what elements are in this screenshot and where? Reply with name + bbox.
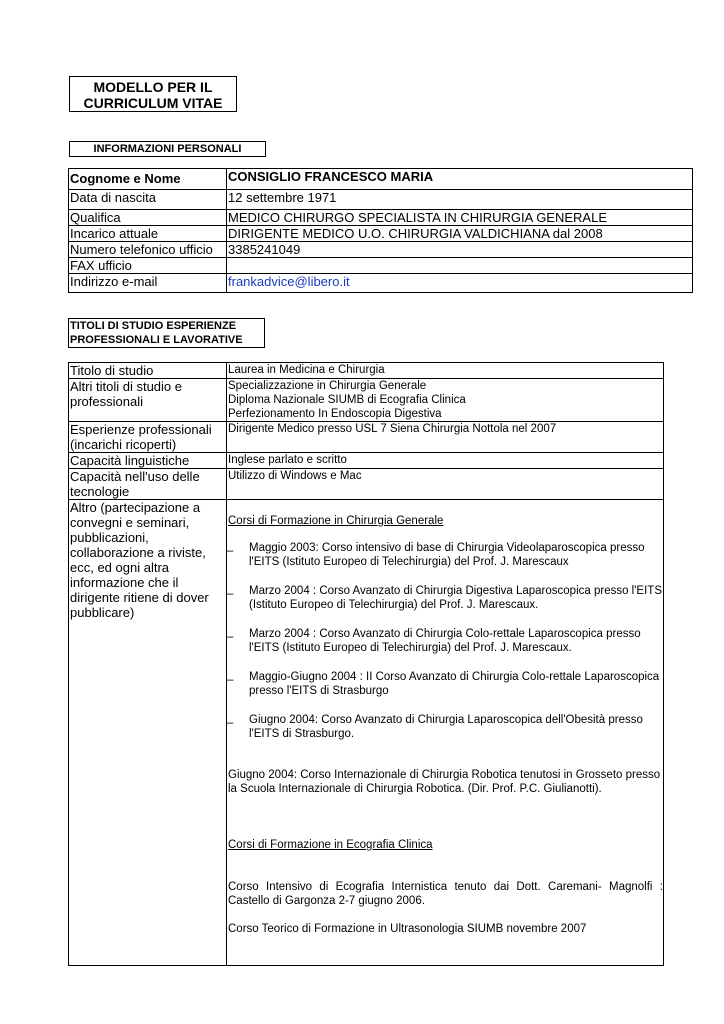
document-title bbox=[69, 76, 237, 112]
section-studies-heading-line2: PROFESSIONALI E LAVORATIVE bbox=[70, 334, 243, 346]
course-text: Giugno 2004: Corso Avanzato di Chirurgia Laparoscopica dell'Obesità presso l'EITS di Strasburgo. bbox=[249, 714, 643, 740]
dash-bullet-icon: – bbox=[227, 631, 234, 643]
table-row bbox=[69, 258, 693, 274]
table-row bbox=[69, 453, 664, 469]
list-item: Specializzazione in Chirurgia Generale bbox=[228, 380, 427, 392]
technology-label: Capacità nell'uso delle tecnologie bbox=[69, 469, 227, 500]
other-info-label: Altro (partecipazione a convegni e seminari, pubblicazioni, collaborazione a riviste, ecc, ed ogni altra informazione che il dirigente ritiene di dover pubblicare) bbox=[69, 500, 227, 966]
table-row bbox=[69, 274, 693, 293]
table-row bbox=[69, 500, 664, 966]
courses-ultrasound-heading: Corsi di Formazione in Ecografia Clinica bbox=[228, 839, 433, 851]
table-row bbox=[69, 169, 693, 190]
list-item: Diploma Nazionale SIUMB di Ecografia Clinica bbox=[228, 394, 466, 406]
degree-label: Titolo di studio bbox=[69, 363, 227, 379]
current-role-label: Incarico attuale bbox=[69, 226, 227, 242]
list-item bbox=[228, 584, 663, 612]
birth-label: Data di nascita bbox=[69, 190, 227, 210]
course-text: Maggio 2003: Corso intensivo di base di Chirurgia Videolaparoscopica presso l'EITS (Istituto Europeo di Telechirurgia) del Prof. J. Marescaux bbox=[249, 542, 645, 568]
birth-value: 12 settembre 1971 bbox=[227, 190, 693, 210]
table-row bbox=[69, 190, 693, 210]
languages-label: Capacità linguistiche bbox=[69, 453, 227, 469]
section-personal-info-heading: INFORMAZIONI PERSONALI bbox=[69, 141, 266, 157]
phone-label: Numero telefonico ufficio bbox=[69, 242, 227, 258]
technology-value: Utilizzo di Windows e Mac bbox=[227, 469, 664, 500]
robotic-course: Giugno 2004: Corso Internazionale di Chirurgia Robotica tenutosi in Grosseto presso la Scuola Internazionale di Chirurgia Robotica. (Dir. Prof. P.C. Giulianotti). bbox=[228, 769, 661, 795]
course-text: Maggio-Giugno 2004 : II Corso Avanzato di Chirurgia Colo-rettale Laparoscopica presso l'EITS di Strasburgo bbox=[249, 671, 660, 697]
table-row bbox=[69, 469, 664, 500]
email-link[interactable]: frankadvice@libero.it bbox=[227, 274, 693, 293]
document-title-line2: CURRICULUM VITAE bbox=[83, 95, 223, 111]
document-title-line1: MODELLO PER IL bbox=[93, 79, 213, 95]
studies-table bbox=[68, 362, 664, 966]
courses-surgery-heading: Corsi di Formazione in Chirurgia Generale bbox=[228, 515, 444, 527]
languages-value: Inglese parlato e scritto bbox=[227, 453, 664, 469]
fax-value bbox=[227, 258, 693, 274]
ultrasound-course-2: Corso Teorico di Formazione in Ultrasonologia SIUMB novembre 2007 bbox=[228, 923, 587, 935]
experience-value: Dirigente Medico presso USL 7 Siena Chirurgia Nottola nel 2007 bbox=[227, 422, 664, 453]
table-row bbox=[69, 226, 693, 242]
table-row bbox=[69, 242, 693, 258]
degree-value: Laurea in Medicina e Chirurgia bbox=[227, 363, 664, 379]
dash-bullet-icon: – bbox=[227, 674, 234, 686]
other-titles-label: Altri titoli di studio e professionali bbox=[69, 379, 227, 422]
other-titles-value bbox=[227, 379, 664, 422]
qualification-label: Qualifica bbox=[69, 210, 227, 226]
phone-value: 3385241049 bbox=[227, 242, 693, 258]
other-info-value bbox=[227, 500, 664, 966]
list-item bbox=[228, 541, 663, 569]
section-studies-heading-line1: TITOLI DI STUDIO ESPERIENZE bbox=[70, 320, 237, 332]
list-item bbox=[228, 627, 663, 655]
table-row bbox=[69, 210, 693, 226]
dash-bullet-icon: – bbox=[227, 545, 234, 557]
email-label: Indirizzo e-mail bbox=[69, 274, 227, 293]
course-text: Marzo 2004 : Corso Avanzato di Chirurgia Digestiva Laparoscopica presso l'EITS (Istituto Europeo di Telechirurgia) del Prof. J. Marescaux. bbox=[249, 585, 662, 611]
table-row bbox=[69, 379, 664, 422]
fax-label: FAX ufficio bbox=[69, 258, 227, 274]
table-row bbox=[69, 363, 664, 379]
course-text: Marzo 2004 : Corso Avanzato di Chirurgia Colo-rettale Laparoscopica presso l'EITS (Istituto Europeo di Telechirurgia) del Prof. J. Marescaux. bbox=[249, 628, 641, 654]
ultrasound-course-1: Corso Intensivo di Ecografia Internistica tenuto dai Dott. Caremani- Magnolfi : Castello di Gargonza 2-7 giugno 2006. bbox=[228, 881, 663, 907]
table-row bbox=[69, 422, 664, 453]
name-label: Cognome e Nome bbox=[69, 169, 227, 190]
qualification-value: MEDICO CHIRURGO SPECIALISTA IN CHIRURGIA GENERALE bbox=[227, 210, 693, 226]
section-studies-heading bbox=[68, 318, 265, 348]
name-value: CONSIGLIO FRANCESCO MARIA bbox=[227, 169, 693, 190]
current-role-value: DIRIGENTE MEDICO U.O. CHIRURGIA VALDICHIANA dal 2008 bbox=[227, 226, 693, 242]
dash-bullet-icon: – bbox=[227, 717, 234, 729]
dash-bullet-icon: – bbox=[227, 588, 234, 600]
list-item bbox=[228, 713, 663, 741]
experience-label: Esperienze professionali (incarichi ricoperti) bbox=[69, 422, 227, 453]
list-item: Perfezionamento In Endoscopia Digestiva bbox=[228, 408, 442, 420]
list-item bbox=[228, 670, 663, 698]
personal-info-table bbox=[68, 168, 693, 293]
